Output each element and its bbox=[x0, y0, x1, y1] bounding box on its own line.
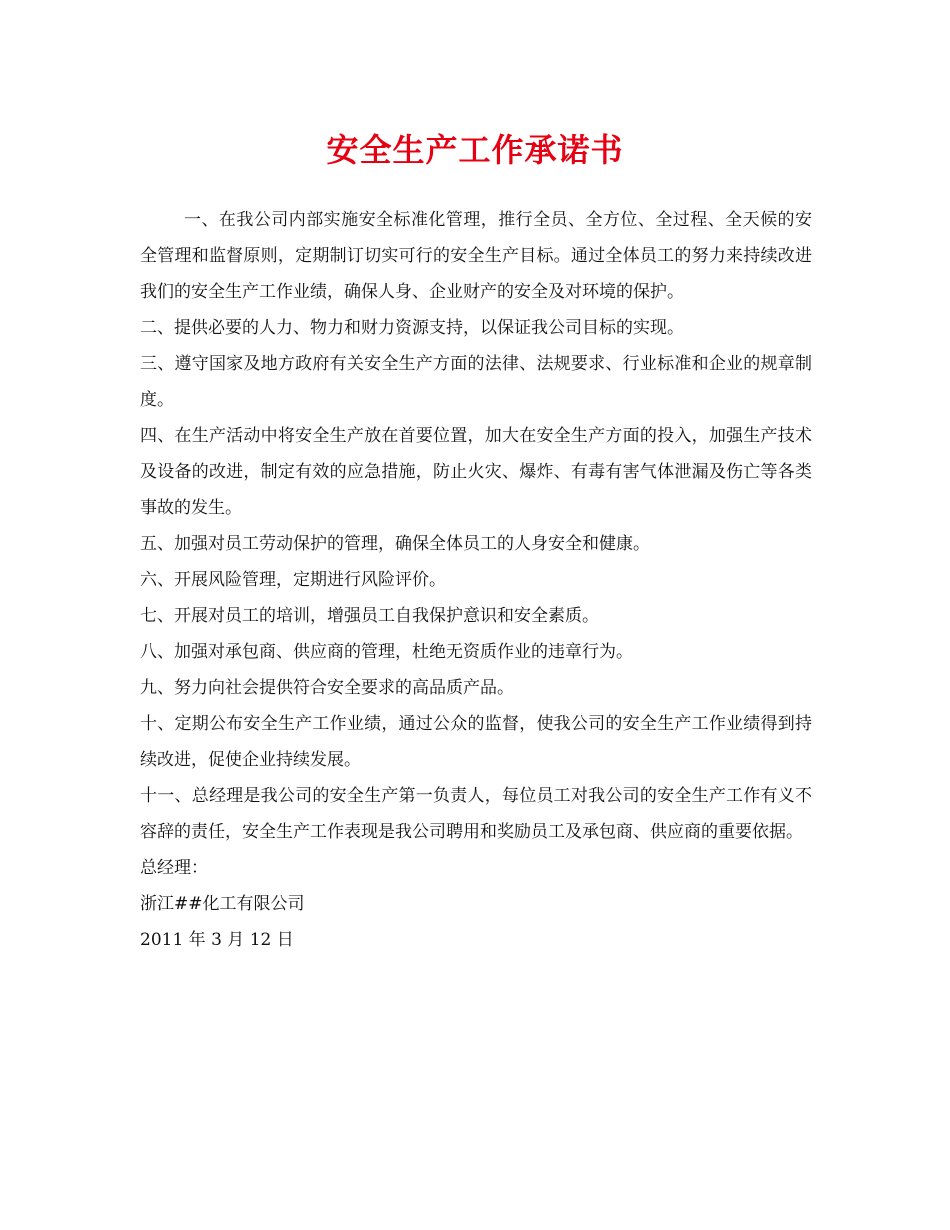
paragraph-5: 五、加强对员工劳动保护的管理，确保全体员工的人身安全和健康。 bbox=[140, 534, 650, 554]
paragraph-10: 十、定期公布安全生产工作业绩，通过公众的监督，使我公司的安全生产工作业绩得到持续改进，促使企业持续发展。 bbox=[140, 714, 812, 770]
company-name: 浙江##化工有限公司 bbox=[140, 894, 305, 914]
signature-label: 总经理： bbox=[140, 858, 208, 878]
paragraph-8: 八、加强对承包商、供应商的管理，杜绝无资质作业的违章行为。 bbox=[140, 642, 633, 662]
paragraph-11: 十一、总经理是我公司的安全生产第一负责人，每位员工对我公司的安全生产工作有义不容辞的责任，安全生产工作表现是我公司聘用和奖励员工及承包商、供应商的重要依据。 bbox=[140, 786, 812, 842]
paragraph-4: 四、在生产活动中将安全生产放在首要位置，加大在安全生产方面的投入，加强生产技术及设备的改进，制定有效的应急措施，防止火灾、爆炸、有毒有害气体泄漏及伤亡等各类事故的发生。 bbox=[140, 426, 812, 518]
document-title: 安全生产工作承诺书 bbox=[326, 131, 624, 169]
paragraph-7: 七、开展对员工的培训，增强员工自我保护意识和安全素质。 bbox=[140, 606, 599, 626]
document-date: 2011 年 3 月 12 日 bbox=[140, 930, 294, 950]
paragraph-6: 六、开展风险管理，定期进行风险评价。 bbox=[140, 570, 446, 590]
paragraph-2: 二、提供必要的人力、物力和财力资源支持，以保证我公司目标的实现。 bbox=[140, 318, 684, 338]
paragraph-1: 一、在我公司内部实施安全标准化管理，推行全员、全方位、全过程、全天候的安全管理和监督原则，定期制订切实可行的安全生产目标。通过全体员工的努力来持续改进我们的安全生产工作业绩，确保人身、企业财产的安全及对环境的保护。 bbox=[140, 210, 812, 302]
paragraph-3: 三、遵守国家及地方政府有关安全生产方面的法律、法规要求、行业标准和企业的规章制度。 bbox=[140, 354, 812, 410]
document-body bbox=[140, 202, 812, 958]
paragraph-9: 九、努力向社会提供符合安全要求的高品质产品。 bbox=[140, 678, 514, 698]
